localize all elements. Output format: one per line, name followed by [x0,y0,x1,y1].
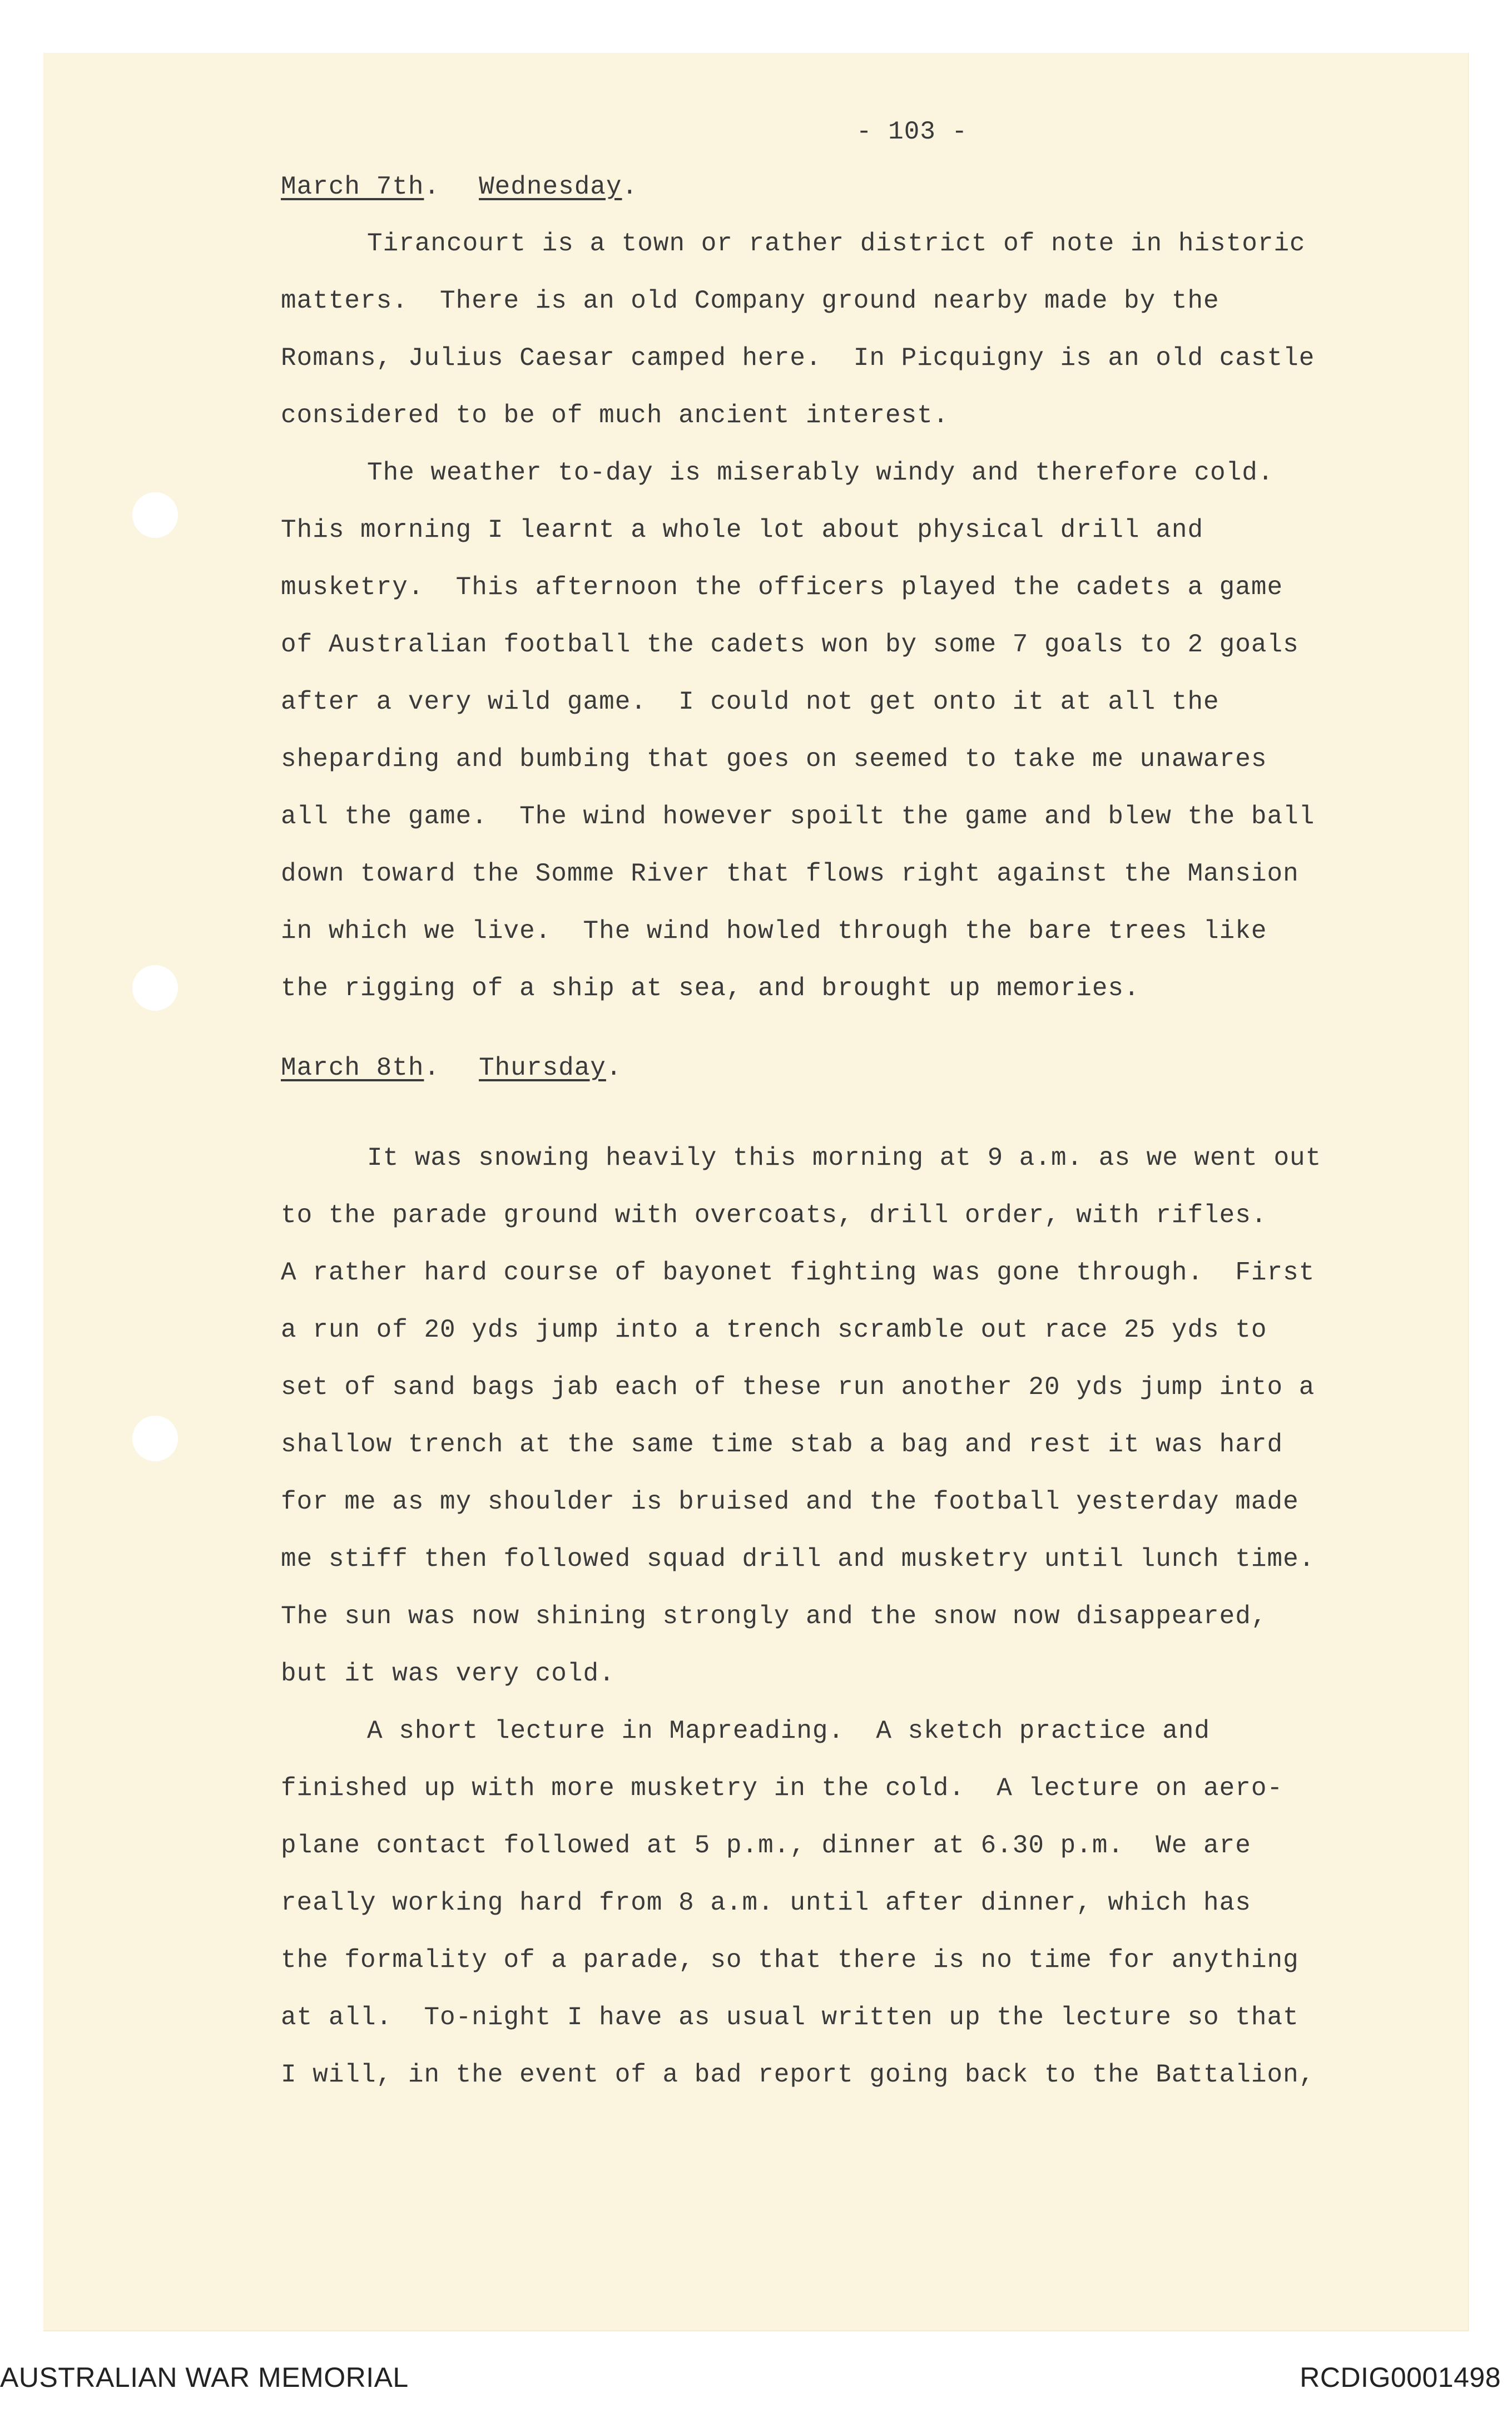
text-line: in which we live. The wind howled through the bare trees like [281,917,1267,946]
text-line: Romans, Julius Caesar camped here. In Picquigny is an old castle [281,344,1315,373]
text-line: of Australian football the cadets won by some 7 goals to 2 goals [281,630,1299,659]
entry-day: Thursday [479,1054,606,1082]
text-line: sheparding and bumbing that goes on seemed to take me unawares [281,745,1267,774]
text-line: at all. To-night I have as usual written up the lecture so that [281,2003,1299,2032]
text-line: the formality of a parade, so that there is no time for anything [281,1946,1299,1975]
paragraph [281,1703,1460,2104]
paragraph [281,1130,1460,1703]
text-line: but it was very cold. [281,1659,615,1688]
punch-hole [132,965,178,1011]
text-line: This morning I learnt a whole lot about physical drill and [281,516,1204,545]
text-line: I will, in the event of a bad report going back to the Battalion, [281,2060,1315,2089]
text-line: down toward the Somme River that flows right against the Mansion [281,859,1299,888]
text-line: finished up with more musketry in the cold. A lecture on aero- [281,1774,1283,1803]
text-line: A short lecture in Mapreading. A sketch practice and [367,1717,1211,1746]
entry-heading: March 7th. Wednesday. [281,172,638,201]
paragraph [281,444,1460,1017]
text-line: for me as my shoulder is bruised and the football yesterday made [281,1487,1299,1516]
text-line: plane contact followed at 5 p.m., dinner at 6.30 p.m. We are [281,1831,1251,1860]
text-line: matters. There is an old Company ground nearby made by the [281,286,1219,315]
text-line: really working hard from 8 a.m. until after dinner, which has [281,1888,1251,1917]
text-line: The weather to-day is miserably windy and therefore cold. [367,458,1274,487]
text-line: all the game. The wind however spoilt the game and blew the ball [281,802,1315,831]
punch-hole [132,1416,178,1461]
entry-day: Wednesday [479,172,622,201]
text-line: musketry. This afternoon the officers played the cadets a game [281,573,1283,602]
text-line: It was snowing heavily this morning at 9 a.m. as we went out [367,1144,1322,1173]
footer-record-id: RCDIG0001498 [1300,2362,1501,2393]
footer-institution: AUSTRALIAN WAR MEMORIAL [0,2362,409,2393]
text-line: shallow trench at the same time stab a bag and rest it was hard [281,1430,1283,1459]
text-line: a run of 20 yds jump into a trench scramble out race 25 yds to [281,1316,1267,1344]
entry-date: March 8th [281,1054,424,1082]
text-line: after a very wild game. I could not get onto it at all the [281,688,1219,716]
text-line: to the parade ground with overcoats, drill order, with rifles. [281,1201,1267,1230]
text-line: A rather hard course of bayonet fighting was gone through. First [281,1258,1315,1287]
page-number: - 103 - [856,117,968,146]
text-line: the rigging of a ship at sea, and brought up memories. [281,974,1140,1003]
diary-text [281,106,1460,2104]
paragraph [281,215,1460,444]
text-line: The sun was now shining strongly and the snow now disappeared, [281,1602,1267,1631]
text-line: set of sand bags jab each of these run another 20 yds jump into a [281,1373,1315,1402]
text-line: Tirancourt is a town or rather district of note in historic [367,229,1306,258]
entry-date: March 7th [281,172,424,201]
punch-hole [132,492,178,538]
text-line: considered to be of much ancient interest. [281,401,949,430]
entry-heading: March 8th. Thursday. [281,1054,622,1082]
text-line: me stiff then followed squad drill and musketry until lunch time. [281,1545,1315,1574]
